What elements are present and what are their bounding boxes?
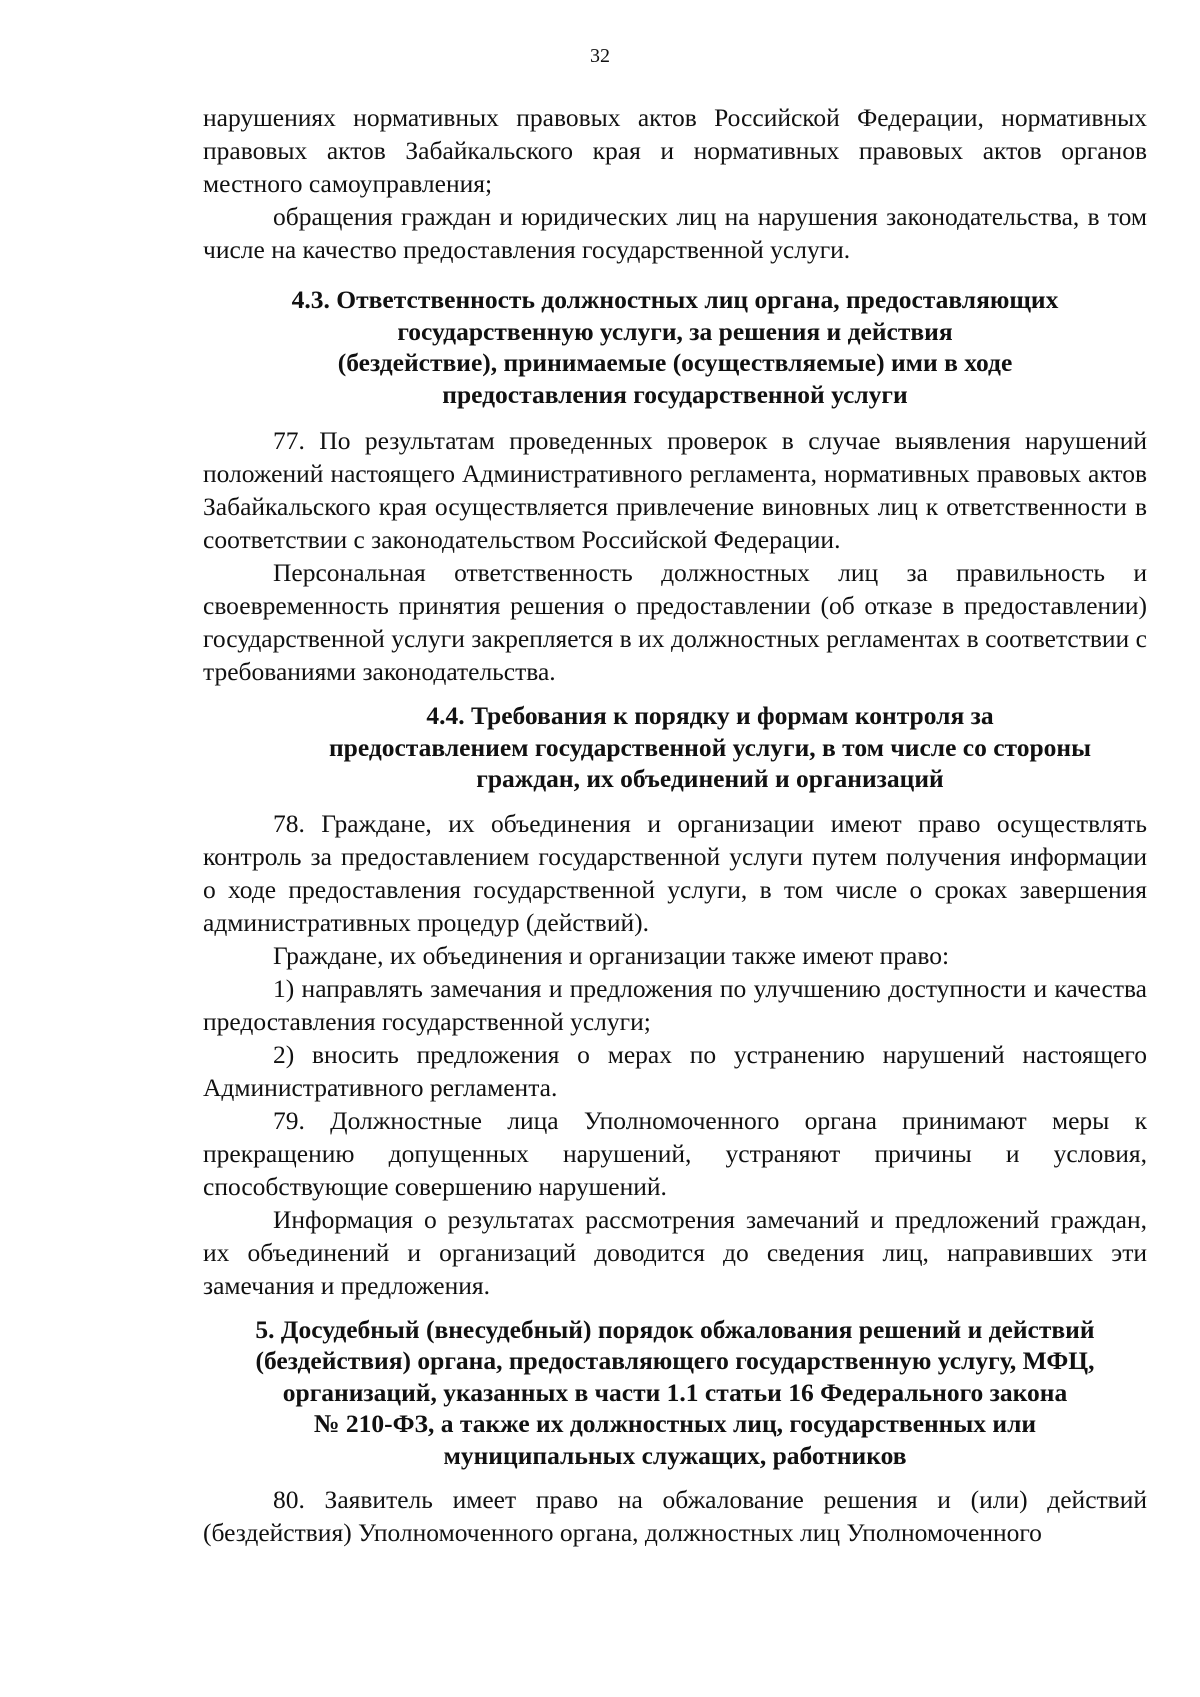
heading-line: организаций, указанных в части 1.1 статьи 16 Федерального закона bbox=[282, 1377, 1068, 1407]
heading-line: 4.3. Ответственность должностных лиц органа, предоставляющих bbox=[291, 285, 1059, 314]
paragraph-violations-continued: нарушениях нормативных правовых актов Российской Федерации, нормативных правовых актов Забайкальского края и нормативных правовых актов органов местного самоуправления; bbox=[203, 103, 1147, 198]
heading-line: (бездействие), принимаемые (осуществляемые) ими в ходе bbox=[337, 348, 1013, 377]
heading-line: предоставлением государственной услуги, в том числе со стороны bbox=[328, 732, 1092, 762]
list-item-1: 1) направлять замечания и предложения по улучшению доступности и качества предоставления государственной услуги; bbox=[203, 973, 1147, 1036]
paragraph-80: 80. Заявитель имеет право на обжалование решения и (или) действий (бездействия) Уполномоченного органа, должностных лиц Уполномоченного bbox=[203, 1485, 1147, 1547]
paragraph-77: 77. По результатам проведенных проверок в случае выявления нарушений положений настоящего Административного регламента, нормативных правовых актов Забайкальского края осуществляется привлечение виновных лиц к ответственности в соответствии с законодательством Российской Федерации. bbox=[203, 426, 1147, 554]
heading-line: муниципальных служащих, работников bbox=[443, 1440, 907, 1470]
document-body bbox=[203, 101, 1147, 1549]
paragraph-review-results: Информация о результатах рассмотрения замечаний и предложений граждан, их объединений и организаций доводится до сведения лиц, направивших эти замечания и предложения. bbox=[203, 1204, 1147, 1300]
heading-line: 5. Досудебный (внесудебный) порядок обжалования решений и действий bbox=[255, 1314, 1095, 1344]
section-4-3-heading bbox=[203, 284, 1147, 410]
heading-line: граждан, их объединений и организаций bbox=[476, 764, 944, 793]
heading-line: государственную услуги, за решения и действия bbox=[397, 316, 953, 346]
section-4-4-heading bbox=[203, 700, 1147, 795]
heading-line: № 210-ФЗ, а также их должностных лиц, государственных или bbox=[313, 1409, 1037, 1438]
heading-line: 4.4. Требования к порядку и формам контроля за bbox=[426, 701, 994, 730]
page-number: 32 bbox=[590, 45, 610, 67]
paragraph-79: 79. Должностные лица Уполномоченного органа принимают меры к прекращению допущенных нарушений, устраняют причины и условия, способствующие совершению нарушений. bbox=[203, 1105, 1147, 1201]
paragraph-appeals: обращения граждан и юридических лиц на нарушения законодательства, в том числе на качество предоставления государственной услуги. bbox=[203, 202, 1147, 264]
list-item-2: 2) вносить предложения о мерах по устранению нарушений настоящего Административного регламента. bbox=[203, 1039, 1147, 1102]
paragraph-personal-responsibility: Персональная ответственность должностных лиц за правильность и своевременность принятия решения о предоставлении (об отказе в предоставлении) государственной услуги закрепляется в их должностных регламентах в соответствии с требованиями законодательства. bbox=[203, 558, 1147, 686]
section-5-heading bbox=[203, 1314, 1147, 1472]
paragraph-78: 78. Граждане, их объединения и организации имеют право осуществлять контроль за предоставлением государственной услуги путем получения информации о ходе предоставления государственной услуги, в том числе о сроках завершения административных процедур (действий). bbox=[203, 808, 1147, 937]
paragraph-citizens-rights: Граждане, их объединения и организации также имеют право: bbox=[273, 940, 950, 970]
heading-line: (бездействия) органа, предоставляющего государственную услугу, МФЦ, bbox=[255, 1346, 1095, 1375]
heading-line: предоставления государственной услуги bbox=[442, 379, 908, 409]
